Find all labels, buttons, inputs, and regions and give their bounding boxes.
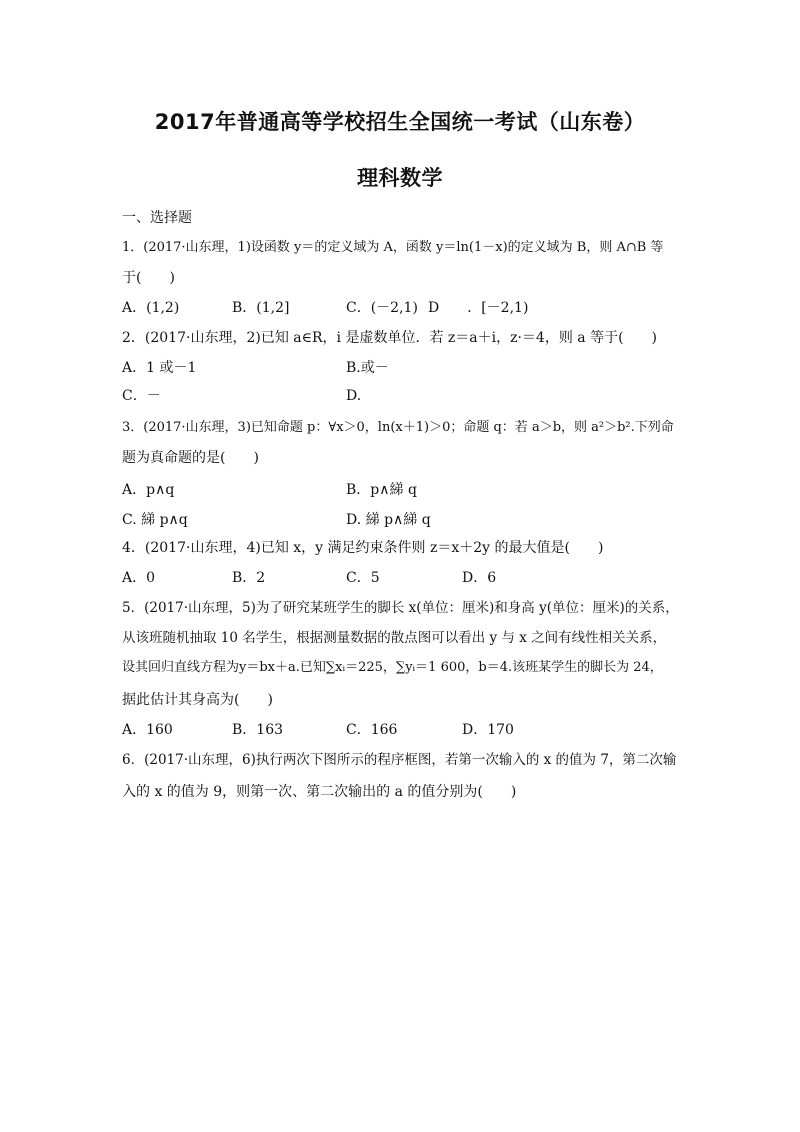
q4-option-a: A．0	[122, 570, 156, 586]
q5-stem-line2: 从该班随机抽取 10 名学生，根据测量数据的散点图可以看出 y 与 x 之间有线性相关关系，	[122, 630, 667, 646]
q5-stem-line4: 据此估计其身高为( )	[122, 692, 273, 708]
q2-stem-line1: 2．(2017·山东理，2)已知 a∈R，i 是虚数单位．若 z＝a＋i，z·＝4，则 a 等于( )	[122, 330, 657, 346]
q2-option-a: A．1 或－1	[122, 360, 197, 376]
q2-option-d: D.	[346, 388, 362, 404]
q6-stem-line1: 6．(2017·山东理，6)执行两次下图所示的程序框图，若第一次输入的 x 的值为 7，第二次输	[122, 752, 677, 768]
q3-option-b: B．p∧綈 q	[346, 482, 417, 498]
q5-option-c: C．166	[346, 722, 398, 738]
q3-stem-line1: 3．(2017·山东理，3)已知命题 p：∀x＞0，ln(x＋1)＞0；命题 q：若 a＞b，则 a²＞b².下列命	[122, 420, 674, 435]
q5-option-b: B．163	[232, 722, 284, 738]
q4-option-b: B．2	[232, 570, 266, 586]
q1-option-a: A．(1,2)	[122, 300, 180, 316]
q4-option-c: C．5	[346, 570, 380, 586]
q3-stem-line2: 题为真命题的是( )	[122, 450, 259, 466]
q1-stem-line1: 1．(2017·山东理，1)设函数 y＝的定义域为 A，函数 y＝ln(1－x)的定义域为 B，则 A∩B 等	[122, 240, 664, 255]
q5-option-a: A．160	[122, 722, 173, 738]
q4-stem-line1: 4．(2017·山东理，4)已知 x，y 满足约束条件则 z＝x＋2y 的最大值是( )	[122, 540, 604, 556]
q5-stem-line1: 5．(2017·山东理，5)为了研究某班学生的脚长 x(单位：厘米)和身高 y(单位：厘米)的关系，	[122, 600, 679, 616]
q4-option-d: D．6	[462, 570, 497, 586]
q1-option-c: C．(－2,1)	[346, 300, 418, 316]
q6-stem-line2: 入的 x 的值为 9，则第一次、第二次输出的 a 的值分别为( )	[122, 784, 517, 800]
q3-option-a: A．p∧q	[122, 482, 175, 498]
q1-option-d: D ．[－2,1)	[428, 300, 529, 316]
q3-option-c: C. 綈 p∧q	[122, 512, 188, 528]
q3-option-d: D. 綈 p∧綈 q	[346, 512, 431, 528]
q5-stem-line3: 设其回归直线方程为y＝bx＋a.已知∑xᵢ＝225，∑yᵢ＝1 600，b＝4.该班某学生的脚长为 24，	[122, 660, 663, 675]
section-heading: 一、选择题	[122, 210, 192, 226]
exam-subtitle: 理科数学	[357, 166, 443, 190]
q2-option-c: C．－	[122, 388, 161, 404]
q1-option-b: B．(1,2]	[232, 300, 290, 316]
exam-title: 2017年普通高等学校招生全国统一考试（山东卷）	[154, 110, 646, 134]
q5-option-d: D．170	[462, 722, 514, 738]
q1-stem-line2: 于( )	[122, 270, 175, 286]
q2-option-b: B.或－	[346, 360, 389, 376]
